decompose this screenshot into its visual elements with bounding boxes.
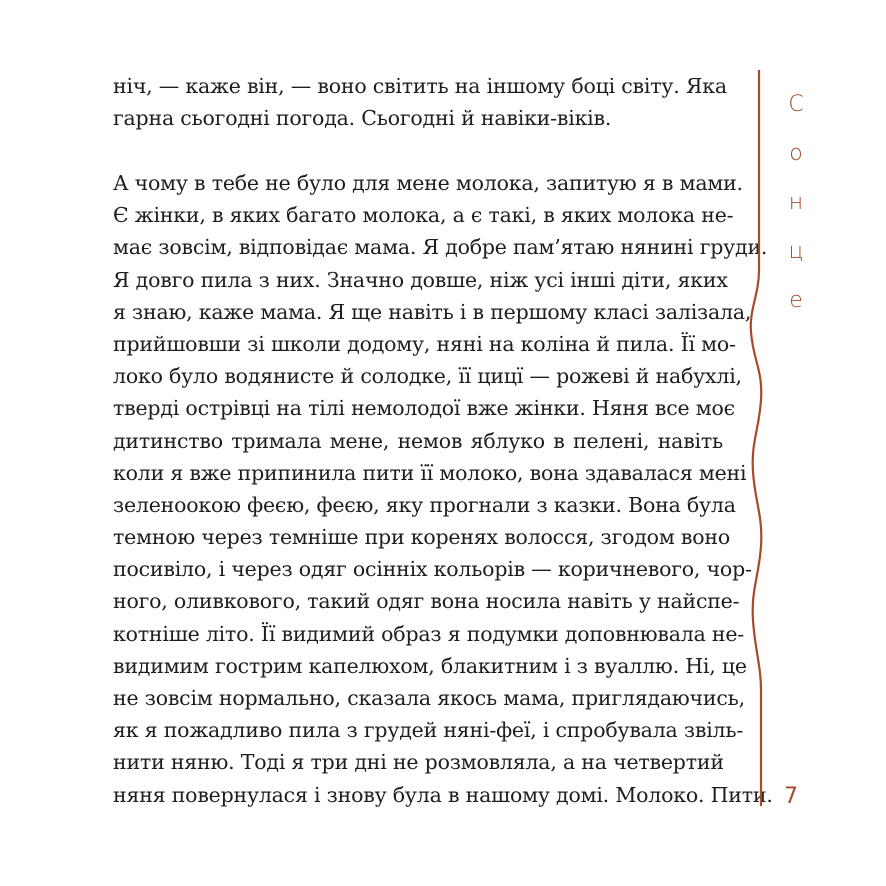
text-line: котніше літо. Її видимий образ я подумки доповнювала не- [113,621,745,646]
running-head-letter: С [788,92,804,117]
text-line: ніч, — каже він, — воно світить на іншому боці світу. Яка [113,74,727,98]
page-number: 7 [784,784,798,809]
text-line: няня повернулася і знову була в нашому домі. Молоко. Пити. [113,782,773,807]
text-line: коли я вже припинила пити її молоко, вона здавалася мені [113,460,747,485]
running-head-letter: н [788,190,804,215]
text-line: видимим гострим капелюхом, блакитним і з вуаллю. Ні, це [113,653,747,678]
running-head-letter: о [789,141,803,166]
text-line: темною через темніше при коренях волосся, згодом воно [113,525,730,550]
paragraph-1 [113,70,727,134]
text-line: як я пожадливо пила з грудей няні-феї, і спробувала звіль- [113,718,744,743]
running-head [776,80,816,325]
text-line: дитинство тримала мене, немов яблуко в пелені, навіть [113,428,723,453]
running-head-letter: е [789,288,803,313]
paragraph-2 [113,167,773,811]
text-line: нити няню. Тоді я три дні не розмовляла, а на четвертий [113,750,724,775]
text-line: А чому в тебе не було для мене молока, запитую я в мами. [113,171,743,195]
text-line: прийшовши зі школи додому, няні на коліна й пила. Її мо- [113,331,736,356]
text-line: має зовсім, відповідає мама. Я добре пам’ятаю нянині груди. [113,235,768,260]
text-line: тверді острівці на тілі немолодої вже жінки. Няня все моє [113,396,735,421]
text-line: я знаю, каже мама. Я ще навіть і в першому класі залізала, [113,299,752,324]
text-line: Я довго пила з них. Значно довше, ніж усі інші діти, яких [113,267,728,292]
text-line: Є жінки, в яких багато молока, а є такі, в яких молока не- [113,203,734,228]
text-line: гарна сьогодні погода. Сьогодні й навіки-віків. [113,106,612,131]
text-line: посивіло, і через одяг осінніх кольорів — коричневого, чор- [113,557,752,582]
text-line: зеленоокою феєю, феєю, яку прогнали з казки. Вона була [113,492,736,517]
text-line: локо було водянисте й солодке, її цицї — рожеві й набухлі, [113,364,742,389]
text-line: ного, оливкового, такий одяг вона носила навіть у найспе- [113,589,740,614]
text-line: не зовсім нормально, сказала якось мама, приглядаючись, [113,686,745,710]
running-head-letter: ц [788,239,804,264]
